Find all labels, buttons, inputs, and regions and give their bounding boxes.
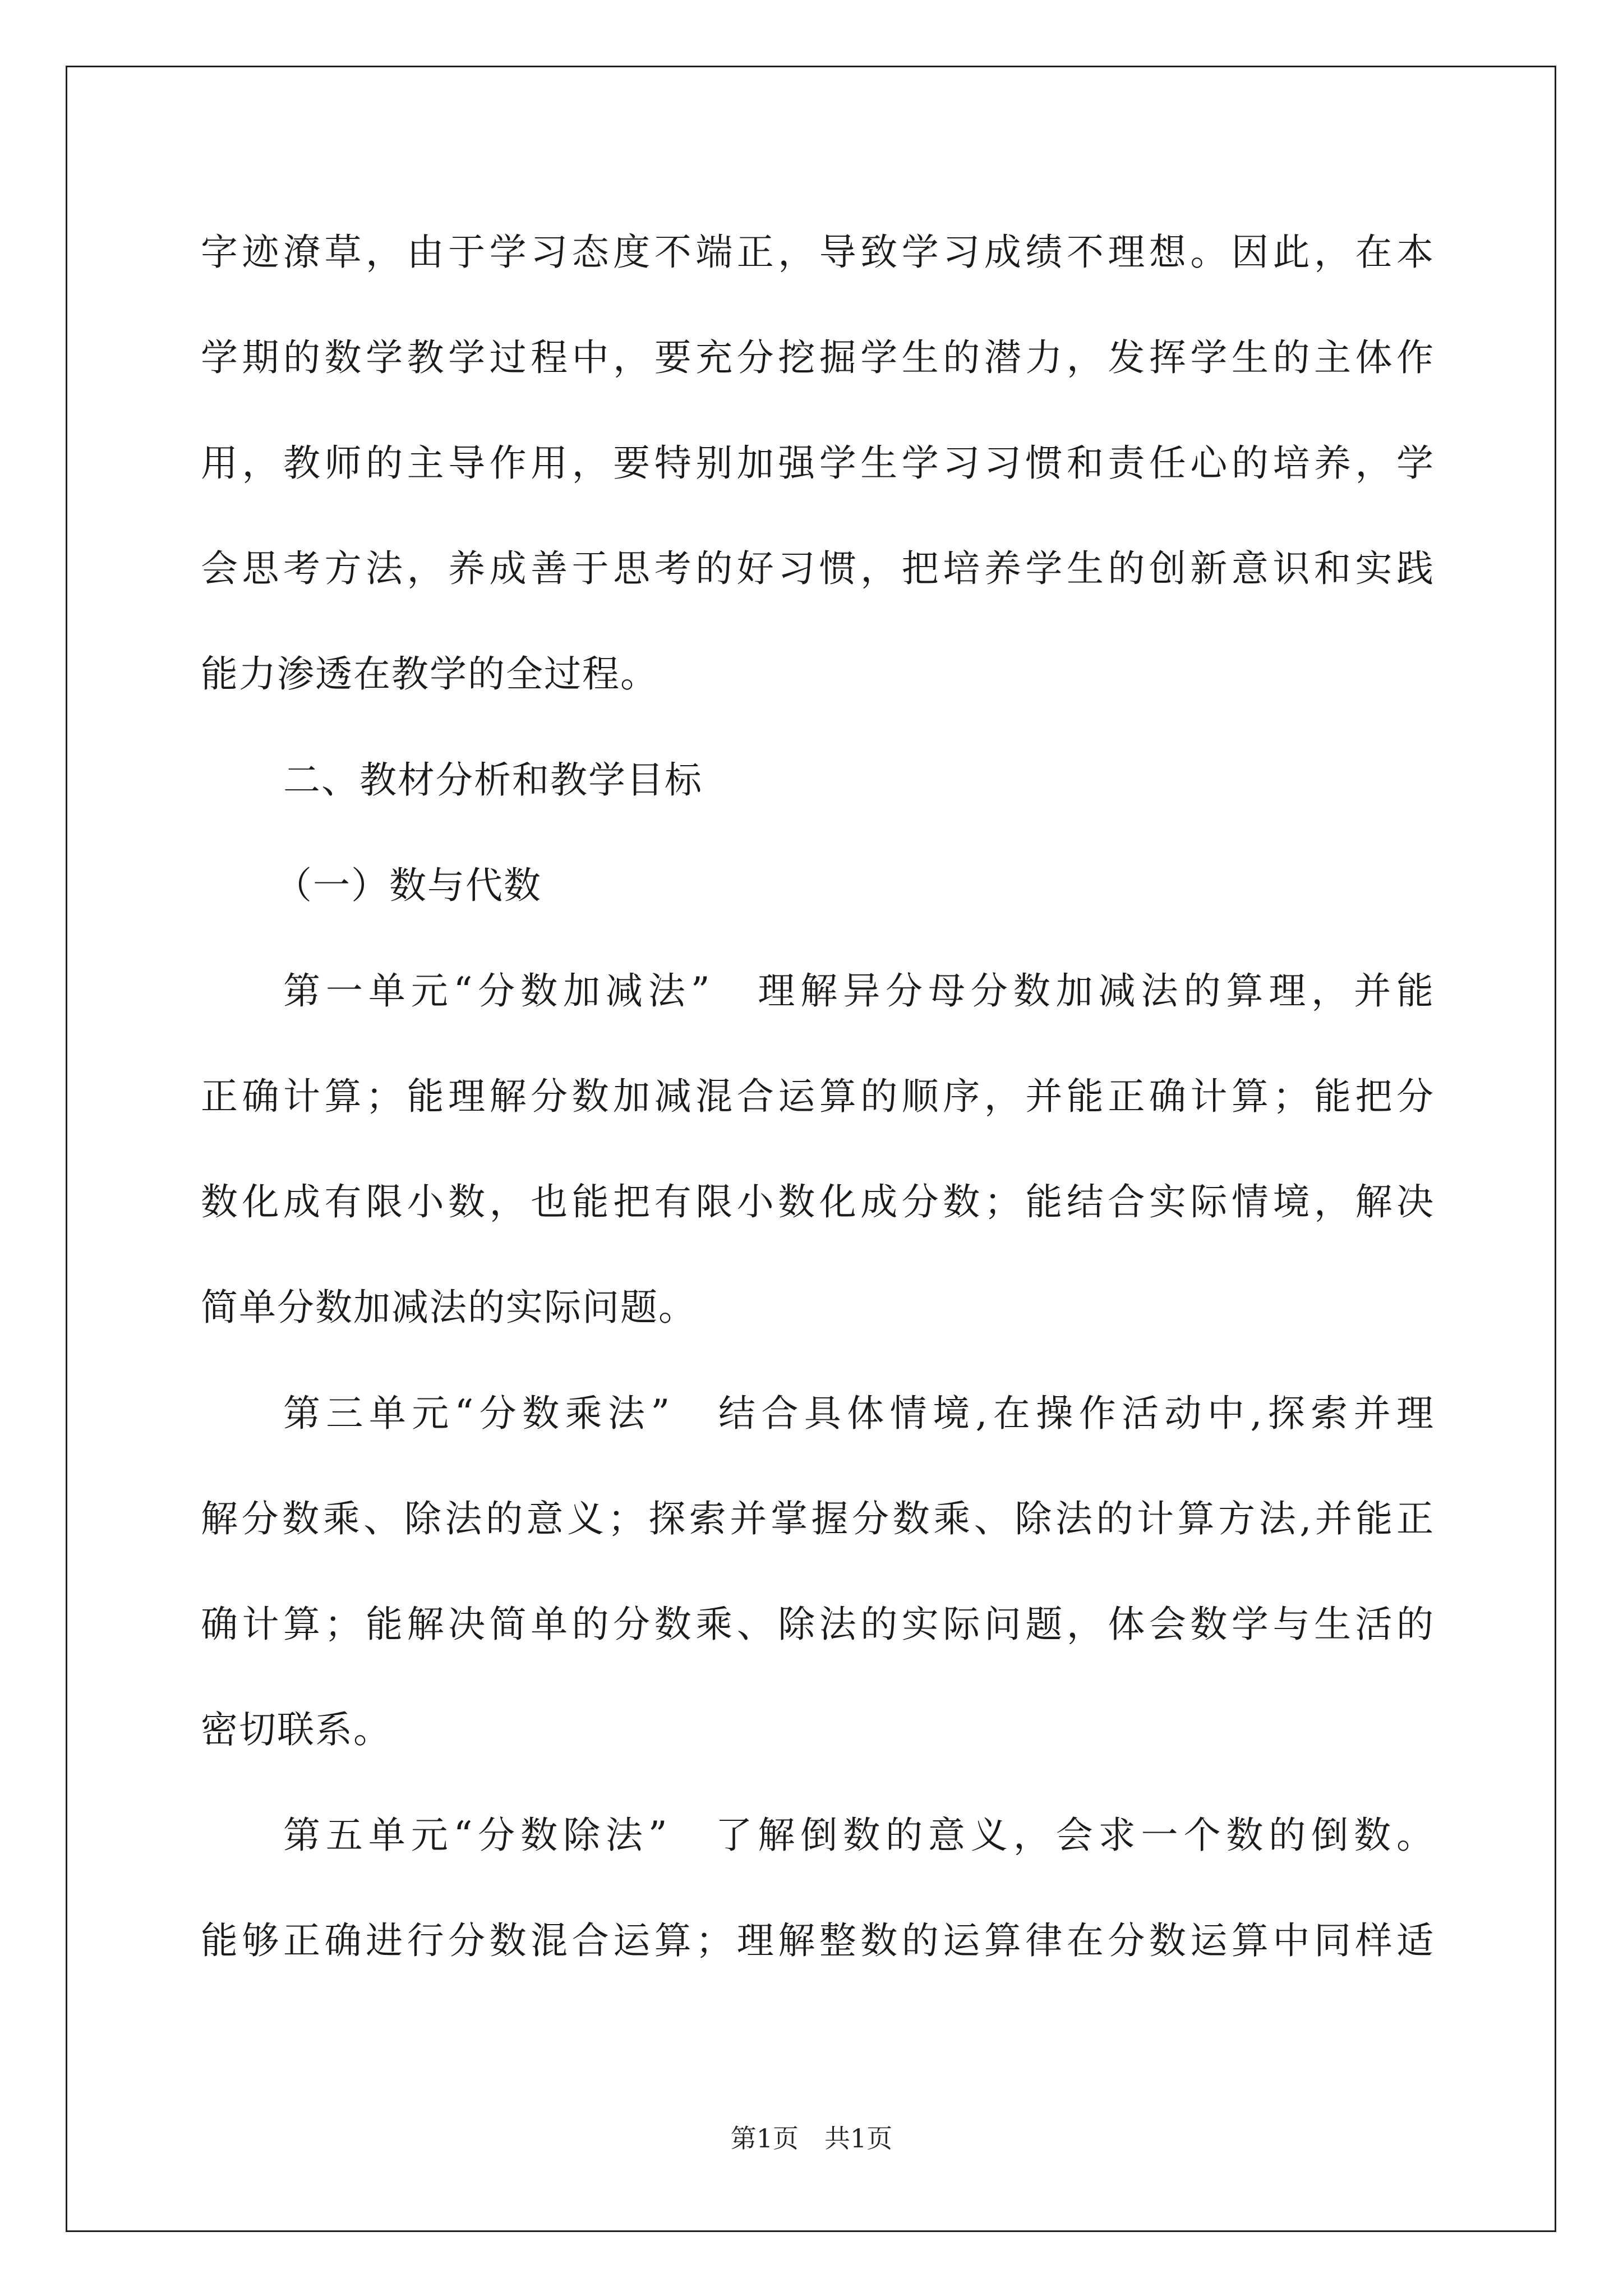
- body-line: 数化成有限小数，也能把有限小数化成分数；能结合实际情境，解决: [201, 1180, 1435, 1223]
- body-line: 用，教师的主导作用，要特别加强学生学习习惯和责任心的培养，学: [201, 441, 1435, 485]
- body-line: 能力渗透在教学的全过程。: [201, 652, 658, 696]
- body-line: 正确计算；能理解分数加减混合运算的顺序，并能正确计算；能把分: [201, 1075, 1435, 1118]
- body-line: 第一单元“分数加减法” 理解异分母分数加减法的算理，并能: [283, 969, 1435, 1013]
- body-line: 能够正确进行分数混合运算；理解整数的运算律在分数运算中同样适: [201, 1919, 1435, 1962]
- body-line: 会思考方法，养成善于思考的好习惯，把培养学生的创新意识和实践: [201, 547, 1435, 590]
- body-line: 确计算；能解决简单的分数乘、除法的实际问题，体会数学与生活的: [201, 1603, 1435, 1646]
- subsection-heading: （一）数与代数: [275, 864, 542, 907]
- body-line: 学期的数学教学过程中，要充分挖掘学生的潜力，发挥学生的主体作: [201, 336, 1435, 379]
- body-line: 简单分数加减法的实际问题。: [201, 1286, 697, 1329]
- body-line: 第五单元“分数除法” 了解倒数的意义，会求一个数的倒数。: [283, 1814, 1435, 1857]
- section-heading: 二、教材分析和教学目标: [283, 758, 703, 802]
- body-line: 字迹潦草，由于学习态度不端正，导致学习成绩不理想。因此，在本: [201, 231, 1435, 274]
- body-line: 第三单元“分数乘法” 结合具体情境,在操作活动中,探索并理: [283, 1392, 1435, 1435]
- body-line: 密切联系。: [201, 1708, 391, 1751]
- page-footer: 第1页 共1页: [730, 2123, 893, 2154]
- body-line: 解分数乘、除法的意义；探索并掌握分数乘、除法的计算方法,并能正: [201, 1497, 1435, 1540]
- page-border: [66, 66, 1556, 2232]
